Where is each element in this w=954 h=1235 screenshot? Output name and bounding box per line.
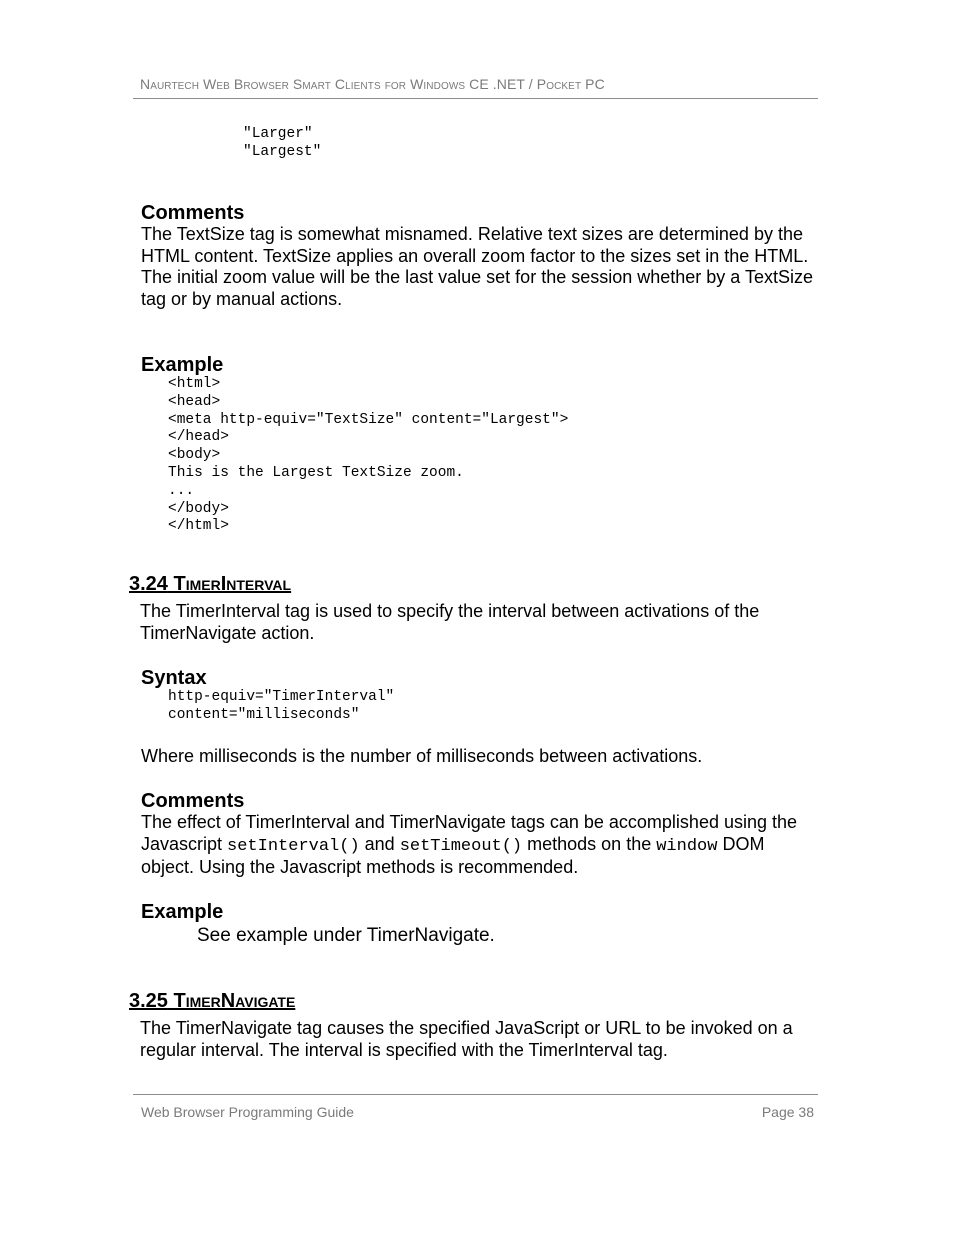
section-3-25-intro: The TimerNavigate tag causes the specified JavaScript or URL to be invoked on a regular interval. The interval is specified with the TimerInterval tag. bbox=[140, 1018, 793, 1060]
textsize-values-list bbox=[243, 126, 321, 162]
section-number: 3.25 bbox=[129, 990, 168, 1012]
setinterval-code: setInterval() bbox=[227, 836, 360, 856]
footer-guide-title: Web Browser Programming Guide bbox=[141, 1104, 354, 1120]
code-line: ... bbox=[168, 482, 195, 499]
milliseconds-description: Where milliseconds is the number of milliseconds between activations. bbox=[141, 746, 703, 766]
syntax-heading: Syntax bbox=[141, 667, 207, 689]
value-largest: "Largest" bbox=[243, 143, 322, 160]
section-number: 3.24 bbox=[129, 573, 168, 595]
code-line: </html> bbox=[168, 518, 229, 535]
textsize-example-heading: Example bbox=[141, 354, 224, 376]
code-line: </head> bbox=[168, 429, 229, 446]
code-line: http-equiv="TimerInterval" bbox=[168, 689, 395, 705]
textsize-example-code bbox=[168, 376, 568, 536]
timerinterval-comments-heading: Comments bbox=[141, 790, 245, 812]
code-line: <body> bbox=[168, 447, 221, 464]
section-title: TimerInterval bbox=[173, 573, 292, 595]
timerinterval-example-text: See example under TimerNavigate. bbox=[197, 925, 495, 946]
settimeout-code: setTimeout() bbox=[399, 836, 523, 856]
running-header: Naurtech Web Browser Smart Clients for Windows CE .NET / Pocket PC bbox=[140, 76, 605, 92]
section-3-25-heading bbox=[129, 989, 295, 1013]
code-line: This is the Largest TextSize zoom. bbox=[168, 464, 464, 481]
timerinterval-comments-text: The effect of TimerInterval and TimerNavigate tags can be accomplished using the Javascript setInterval() and setTimeout() methods on the window DOM object. Using the Javascript methods is recommended. bbox=[141, 812, 798, 877]
textsize-comments-text: The TextSize tag is somewhat misnamed. Relative text sizes are determined by the HTML content. TextSize applies an overall zoom factor to the sizes set in the HTML. The initial zoom value will be the last value set for the session whether by a TextSize tag or by manual actions. bbox=[141, 224, 814, 309]
section-3-24-intro: The TimerInterval tag is used to specify the interval between activations of the TimerNavigate action. bbox=[140, 601, 760, 643]
value-larger: "Larger" bbox=[243, 126, 313, 142]
code-line: <html> bbox=[168, 376, 221, 392]
code-line: <head> bbox=[168, 393, 221, 410]
header-rule bbox=[133, 98, 818, 99]
footer-page-number: Page 38 bbox=[761, 1104, 814, 1120]
window-code: window bbox=[656, 836, 718, 856]
syntax-code bbox=[168, 689, 394, 725]
section-title: TimerNavigate bbox=[173, 990, 296, 1012]
textsize-comments-heading: Comments bbox=[141, 202, 245, 224]
section-3-24-heading bbox=[129, 572, 291, 596]
code-line: <meta http-equiv="TextSize" content="Largest"> bbox=[168, 411, 569, 428]
footer-rule bbox=[133, 1094, 818, 1095]
code-line: </body> bbox=[168, 500, 229, 517]
timerinterval-example-heading: Example bbox=[141, 901, 224, 923]
code-line: content="milliseconds" bbox=[168, 706, 360, 723]
